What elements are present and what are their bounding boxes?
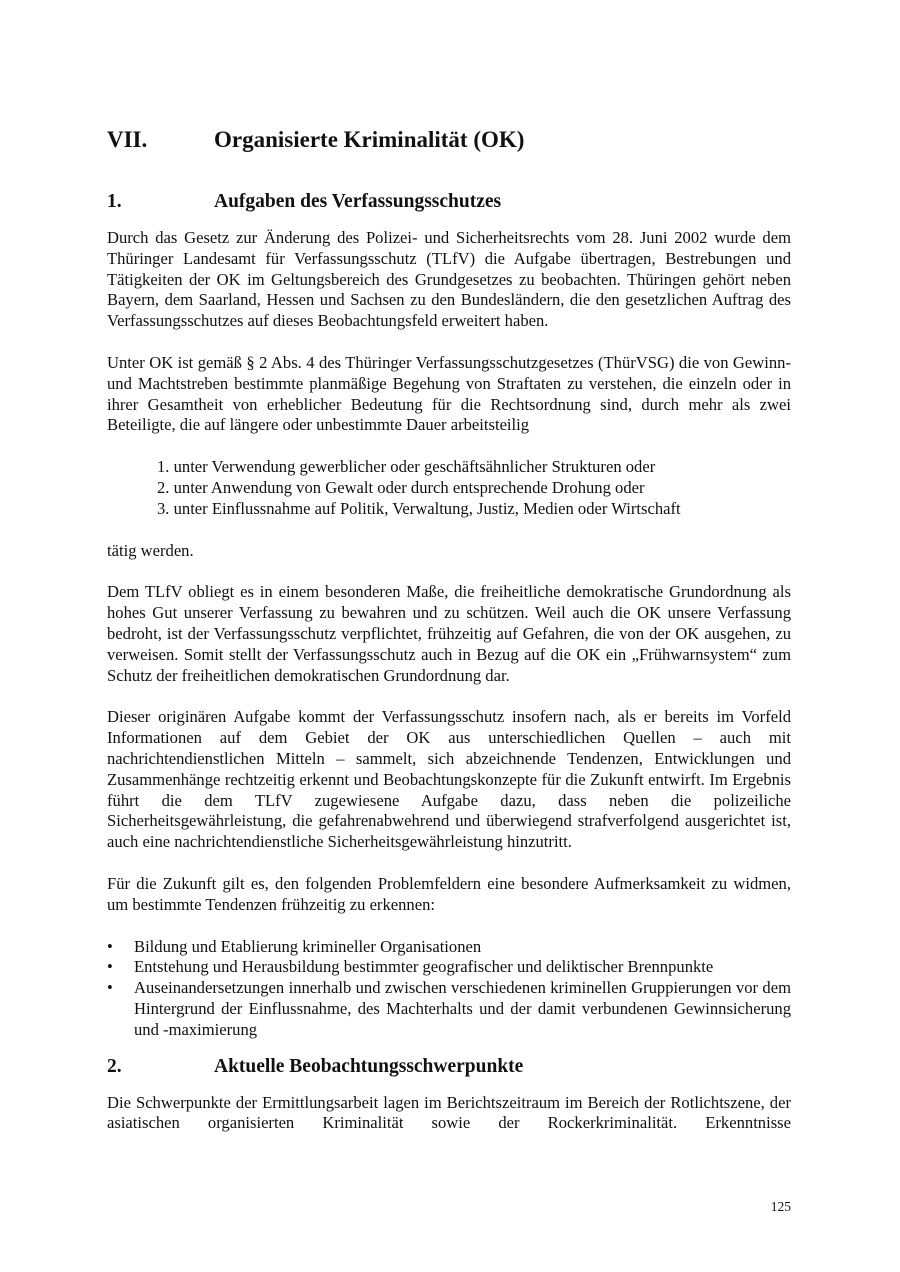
paragraph: Unter OK ist gemäß § 2 Abs. 4 des Thüringer Verfassungsschutzgesetzes (ThürVSG) die von Gewinn- und Machtstreben bestimmte planmäßige Begehung von Straftaten zu verstehen, die einzeln oder in ihrer Gesamtheit von erheblicher Bedeutung für die Rechtsordnung sind, durch mehr als zwei Beteiligte, die auf längere oder unbestimmte Dauer arbeitsteilig (107, 352, 791, 435)
section-2-heading (107, 1055, 791, 1079)
bullet-list-item (107, 937, 791, 958)
numbered-list-item: 2. unter Anwendung von Gewalt oder durch entsprechende Drohung oder (157, 477, 645, 497)
chapter-title: Organisierte Kriminalität (OK) (214, 127, 525, 152)
paragraph: Dieser originären Aufgabe kommt der Verfassungsschutz insofern nach, als er bereits im Vorfeld Informationen auf dem Gebiet der OK aus unterschiedlichen Quellen – auch mit nachrichtendienstlichen Mitteln – sammelt, sich abzeichnende Tendenzen, Entwicklungen und Zusammenhänge rechtzeitig erkennt und Beobachtungskonzepte für die Zukunft entwirft. Im Ergebnis führt die dem TLfV zugewiesene Aufgabe dazu, dass neben die polizeiliche Sicherheitsgewährleistung, die gefahrenabwehrend und überwiegend strafverfolgend ausgerichtet ist, auch eine nachrichtendienstliche Sicherheitsgewährleistung hinzutritt. (107, 707, 791, 852)
paragraph: Durch das Gesetz zur Änderung des Polizei- und Sicherheitsrechts vom 28. Juni 2002 wurde dem Thüringer Landesamt für Verfassungsschutz (TLfV) die Aufgabe übertragen, Bestrebungen und Tätigkeiten der OK im Geltungsbereich des Grundgesetzes zu beobachten. Thüringen gehört neben Bayern, dem Saarland, Hessen und Sachsen zu den Bundesländern, die den gesetzlichen Auftrag des Verfassungsschutzes auf dieses Beobachtungsfeld erweitert haben. (107, 228, 791, 331)
section-1-number: 1. (107, 191, 122, 212)
bullet-list-item (107, 957, 791, 978)
page-content (107, 126, 791, 1155)
paragraph: Die Schwerpunkte der Ermittlungsarbeit lagen im Berichtszeitraum im Bereich der Rotlichtszene, der asiatischen organisierten Kriminalität sowie der Rockerkriminalität. Erkenntnisse (107, 1092, 791, 1133)
bullet-text: Bildung und Etablierung krimineller Organisationen (134, 936, 482, 956)
section-1-heading (107, 190, 791, 214)
section-2-number: 2. (107, 1055, 122, 1077)
paragraph: Für die Zukunft gilt es, den folgenden Problemfeldern eine besondere Aufmerksamkeit zu widmen, um bestimmte Tendenzen frühzeitig zu erkennen: (107, 873, 791, 914)
bullet-icon: • (107, 936, 113, 956)
numbered-list (107, 457, 791, 519)
chapter-heading (107, 126, 791, 154)
numbered-list-item: 1. unter Verwendung gewerblicher oder geschäftsähnlicher Strukturen oder (157, 457, 656, 477)
paragraph: Dem TLfV obliegt es in einem besonderen Maße, die freiheitliche demokratische Grundordnung als hohes Gut unserer Verfassung zu bewahren und zu schützen. Weil auch die OK unsere Verfassung bedroht, ist der Verfassungsschutz verpflichtet, frühzeitig auf Gefahren, die von der OK ausgehen, zu verweisen. Somit stellt der Verfassungsschutz auch in Bezug auf die OK ein „Frühwarnsystem“ zum Schutz der freiheitlichen demokratischen Grundordnung dar. (107, 582, 791, 685)
numbered-list-item: 3. unter Einflussnahme auf Politik, Verwaltung, Justiz, Medien oder Wirtschaft (157, 498, 681, 518)
paragraph: tätig werden. (107, 540, 194, 560)
chapter-number: VII. (107, 127, 148, 152)
bullet-list (107, 937, 791, 1041)
bullet-icon: • (107, 978, 113, 998)
bullet-text: Auseinandersetzungen innerhalb und zwischen verschiedenen kriminellen Gruppierungen vor dem Hintergrund der Einflussnahme, des Machterhalts und der damit verbundenen Gewinnsicherung und -maximierung (134, 978, 791, 1039)
section-2-title: Aktuelle Beobachtungsschwerpunkte (214, 1055, 524, 1077)
section-1-title: Aufgaben des Verfassungsschutzes (214, 191, 502, 212)
bullet-icon: • (107, 957, 113, 977)
bullet-list-item (107, 978, 791, 1040)
bullet-text: Entstehung und Herausbildung bestimmter geografischer und deliktischer Brennpunkte (134, 957, 714, 977)
page-number: 125 (770, 1199, 791, 1214)
